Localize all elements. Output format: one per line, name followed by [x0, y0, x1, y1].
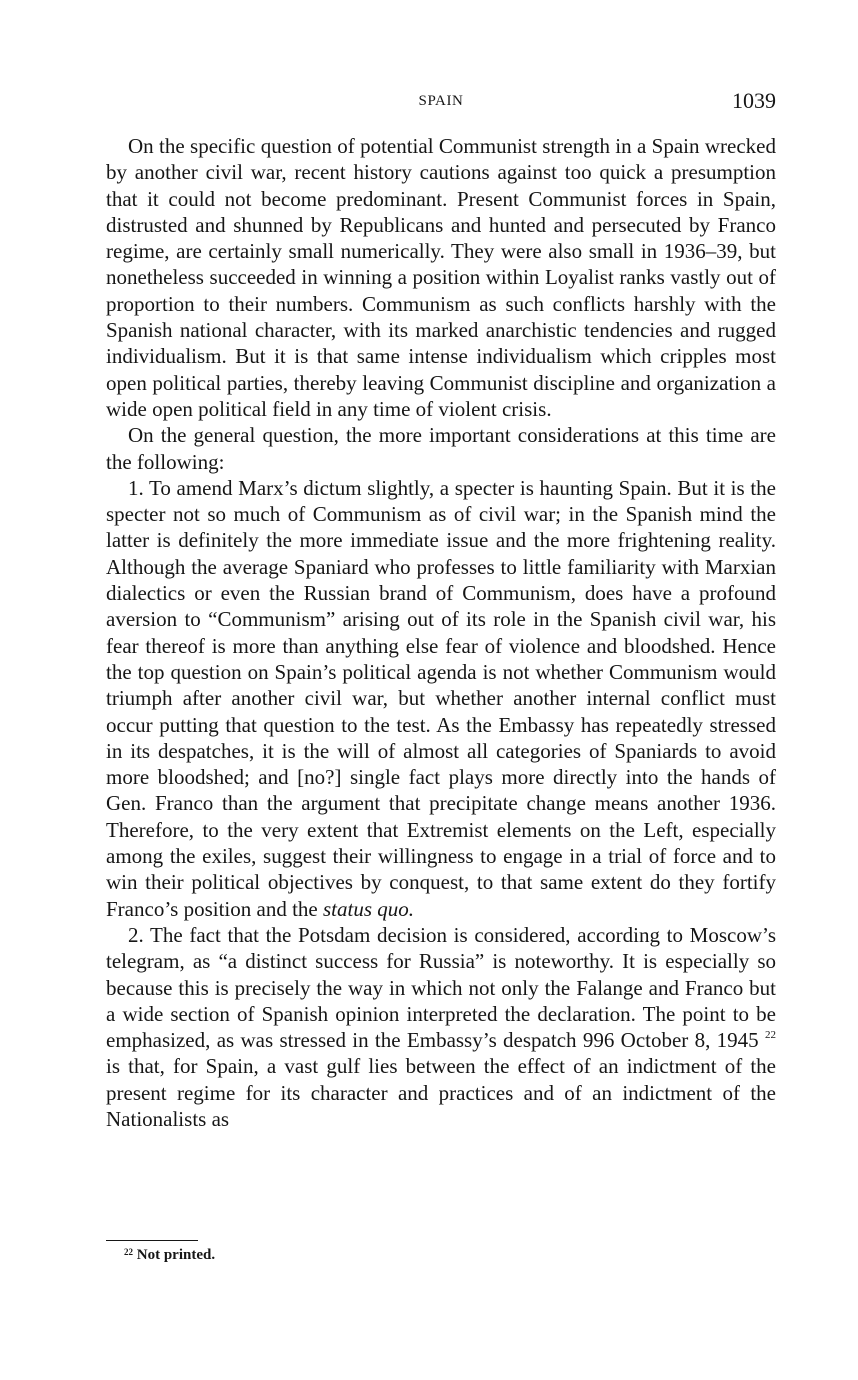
footnote: [124, 1247, 215, 1264]
paragraph-general-question: On the general question, the more important considerations at this time are the following:: [106, 423, 776, 474]
footnote-reference: 22: [765, 1029, 776, 1042]
point-two-text-b: is that, for Spain, a vast gulf lies between the effect of an indictment of the present regime for its character and practices and of an indictment of the Nationalists as: [106, 1054, 776, 1131]
paragraph-communist-strength: On the specific question of potential Communist strength in a Spain wrecked by another civil war, recent history cautions against too quick a presumption that it could not become predominant. Present Communist forces in Spain, distrusted and shunned by Republicans and hunted and persecuted by Franco regime, are certainly small numerically. They were also small in 1936–39, but nonetheless succeeded in winning a position within Loyalist ranks vastly out of proportion to their numbers. Communism as such conflicts harshly with the Spanish national character, with its marked anarchistic tendencies and rugged individualism. But it is that same intense individualism which cripples most open political parties, thereby leaving Communist discipline and organization a wide open political field in any time of violent crisis.: [106, 134, 776, 421]
paragraph-point-one: [106, 475, 776, 922]
running-head: SPAIN: [418, 93, 464, 109]
footnote-text: Not printed.: [136, 1247, 216, 1263]
page-number: 1039: [732, 88, 776, 113]
paragraph-point-two: [106, 922, 776, 1132]
page-header: [106, 88, 776, 118]
point-two-text-a: 2. The fact that the Potsdam decision is considered, according to Moscow’s telegram, as “a distinct success for Russia” is noteworthy. It is especially so because this is precisely the way in which not only the Falange and Franco but a wide section of Spanish opinion interpreted the declaration. The point to be emphasized, as was stressed in the Embassy’s despatch 996 October 8, 1945: [106, 922, 776, 1053]
footnote-divider: [106, 1240, 198, 1241]
body-text: [106, 133, 776, 1132]
status-quo-italic: status quo.: [322, 896, 414, 921]
footnote-marker: 22: [124, 1247, 133, 1257]
point-one-text: 1. To amend Marx’s dictum slightly, a specter is haunting Spain. But it is the specter not so much of Communism as of civil war; in the Spanish mind the latter is definitely the more immediate issue and the more frightening reality. Although the average Spaniard who professes to little familiarity with Marxian dialectics or even the Russian brand of Communism, does have a profound aversion to “Communism” arising out of its role in the Spanish civil war, his fear thereof is more than anything else fear of violence and bloodshed. Hence the top question on Spain’s political agenda is not whether Communism would triumph after another civil war, but whether another internal conflict must occur putting that question to the test. As the Embassy has repeatedly stressed in its despatches, it is the will of almost all categories of Spaniards to avoid more bloodshed; and [no?] single fact plays more directly into the hands of Gen. Franco than the argument that precipitate change means another 1936. Therefore, to the very extent that Extremist elements on the Left, especially among the exiles, suggest their willingness to engage in a trial of force and to win their political objectives by conquest, to that same extent do they fortify Franco’s position and the: [106, 475, 776, 921]
